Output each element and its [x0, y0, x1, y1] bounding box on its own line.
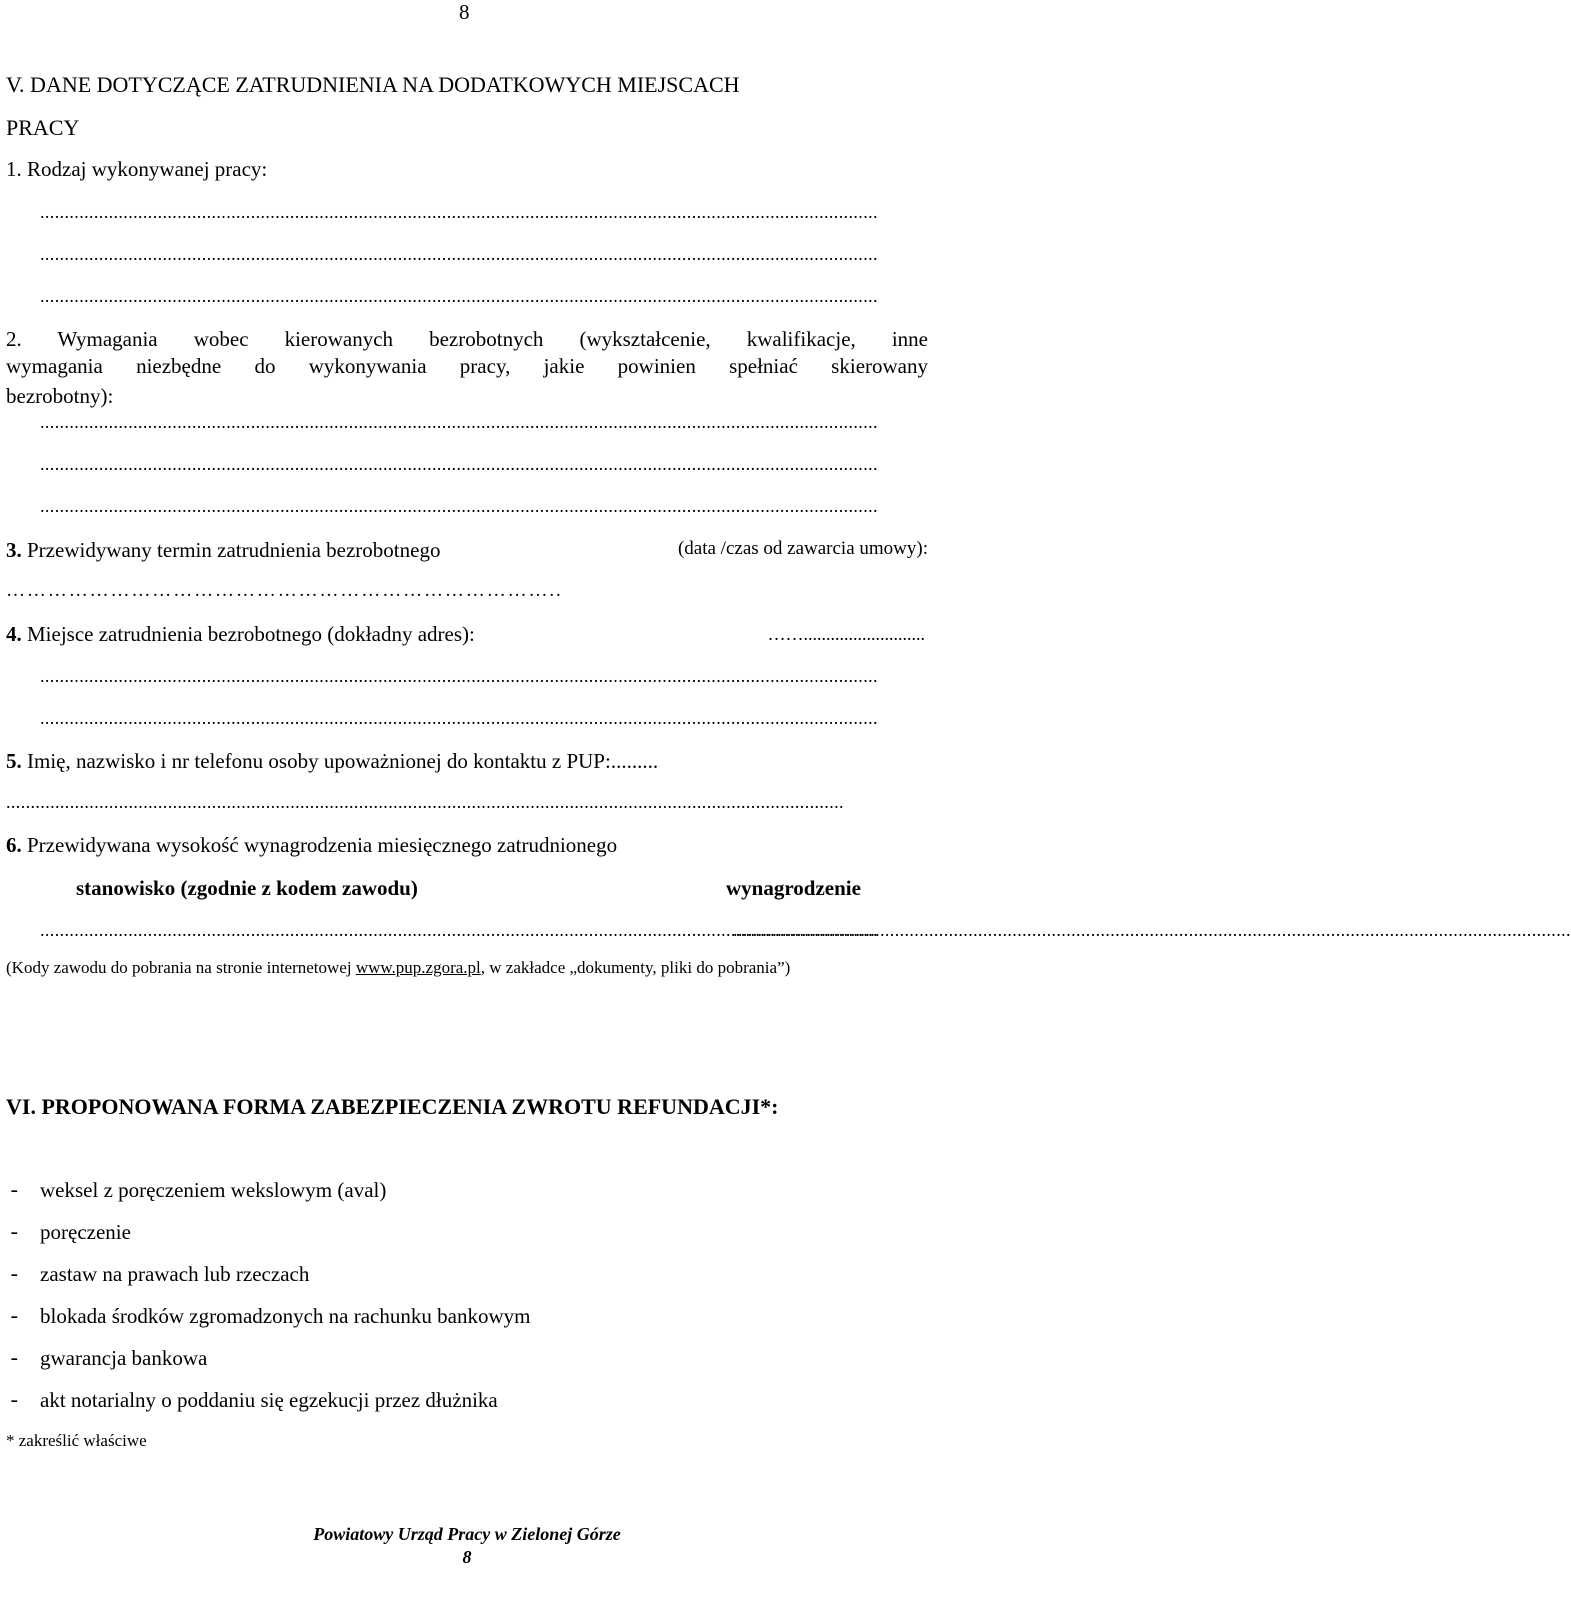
item-4-fill-line[interactable]: ........................................................................................................................................................................... [40, 708, 878, 728]
item-5-number: 5. [6, 749, 22, 773]
item-6-label: Przewidywana wysokość wynagrodzenia miesięcznego zatrudnionego [27, 833, 618, 857]
item-1-fill-line[interactable]: ........................................................................................................................................................................... [40, 244, 878, 264]
option-label: poręczenie [40, 1220, 131, 1244]
salary-fill-line[interactable]: ........................................................................................................................................................................... [733, 920, 1571, 940]
item-5-row [6, 749, 658, 774]
note-suffix: , w zakładce „dokumenty, pliki do pobrania”) [480, 958, 791, 977]
item-2-fill-line[interactable]: ........................................................................................................................................................................... [40, 412, 878, 432]
item-2-fill-line[interactable]: ........................................................................................................................................................................... [40, 454, 878, 474]
item-5-fill-line[interactable]: ........................................................................................................................................................................... [6, 792, 844, 812]
item-4-number: 4. [6, 622, 22, 646]
option-label: weksel z poręczeniem wekslowym (aval) [40, 1178, 387, 1202]
item-2-line1: 2. Wymagania wobec kierowanych bezrobotnych (wykształcenie, kwalifikacje, inne [6, 327, 928, 351]
option-label: akt notarialny o poddaniu się egzekucji przez dłużnika [40, 1388, 498, 1412]
position-fill-line[interactable]: ........................................................................................................................................................................... [40, 920, 878, 940]
column-header-salary: wynagrodzenie [726, 876, 861, 900]
dash-icon: - [8, 1391, 21, 1414]
footnote: * zakreślić właściwe [6, 1431, 147, 1450]
section-5-title-line1: V. DANE DOTYCZĄCE ZATRUDNIENIA NA DODATKOWYCH MIEJSCACH [6, 72, 740, 97]
option-label: blokada środków zgromadzonych na rachunku bankowym [40, 1304, 531, 1328]
dash-icon: - [8, 1265, 21, 1288]
item-4-label: Miejsce zatrudnienia bezrobotnego (dokładny adres): [27, 622, 475, 646]
section-6-title: VI. PROPONOWANA FORMA ZABEZPIECZENIA ZWROTU REFUNDACJI*: [6, 1094, 779, 1119]
security-option[interactable] [8, 1262, 309, 1288]
item-2-line3: bezrobotny): [6, 384, 114, 408]
item-3-paren: (data /czas od zawarcia umowy): [677, 538, 928, 559]
option-label: zastaw na prawach lub rzeczach [40, 1262, 310, 1286]
item-1-fill-line[interactable]: ........................................................................................................................................................................... [40, 286, 878, 306]
item-4-row [6, 622, 475, 647]
security-option[interactable] [8, 1346, 207, 1372]
item-3-number: 3. [6, 538, 22, 562]
dash-icon: - [8, 1223, 21, 1246]
item-2-line2: wymagania niezbędne do wykonywania pracy, jakie powinien spełniać skierowany [6, 354, 928, 378]
item-3-label: Przewidywany termin zatrudnienia bezrobotnego [27, 538, 441, 562]
occupation-codes-note [6, 958, 790, 978]
item-5-label: Imię, nazwisko i nr telefonu osoby upoważnionej do kontaktu z PUP: [27, 749, 611, 773]
security-option[interactable] [8, 1220, 131, 1246]
item-6-row [6, 833, 617, 858]
footer-office: Powiatowy Urząd Pracy w Zielonej Górze [313, 1524, 621, 1544]
page-number: 8 [459, 0, 470, 24]
item-3-fill-line[interactable]: …………………………………………………………………….. [6, 580, 563, 601]
column-header-position: stanowisko (zgodnie z kodem zawodu) [76, 876, 418, 900]
dash-icon: - [8, 1307, 21, 1330]
note-prefix: (Kody zawodu do pobrania na stronie internetowej [6, 958, 356, 977]
dash-icon: - [8, 1181, 21, 1204]
item-5-fill-inline[interactable]: ......... [610, 749, 659, 773]
dash-icon: - [8, 1349, 21, 1372]
option-label: gwarancja bankowa [40, 1346, 208, 1370]
item-4-fill-line[interactable]: ........................................................................................................................................................................... [40, 666, 878, 686]
footer-page-number: 8 [462, 1547, 472, 1567]
item-1-fill-line[interactable]: ........................................................................................................................................................................... [40, 202, 878, 222]
item-3-row [6, 538, 928, 563]
section-5-title-line2: PRACY [6, 115, 80, 140]
pup-website-link[interactable]: www.pup.zgora.pl [355, 958, 481, 977]
item-6-number: 6. [6, 833, 22, 857]
item-1-label: 1. Rodzaj wykonywanej pracy: [6, 157, 268, 181]
item-2-fill-line[interactable]: ........................................................................................................................................................................... [40, 496, 878, 516]
security-option[interactable] [8, 1388, 498, 1414]
security-option[interactable] [8, 1178, 386, 1204]
item-4-fill-inline[interactable]: ……........................... [767, 624, 925, 644]
security-option[interactable] [8, 1304, 530, 1330]
